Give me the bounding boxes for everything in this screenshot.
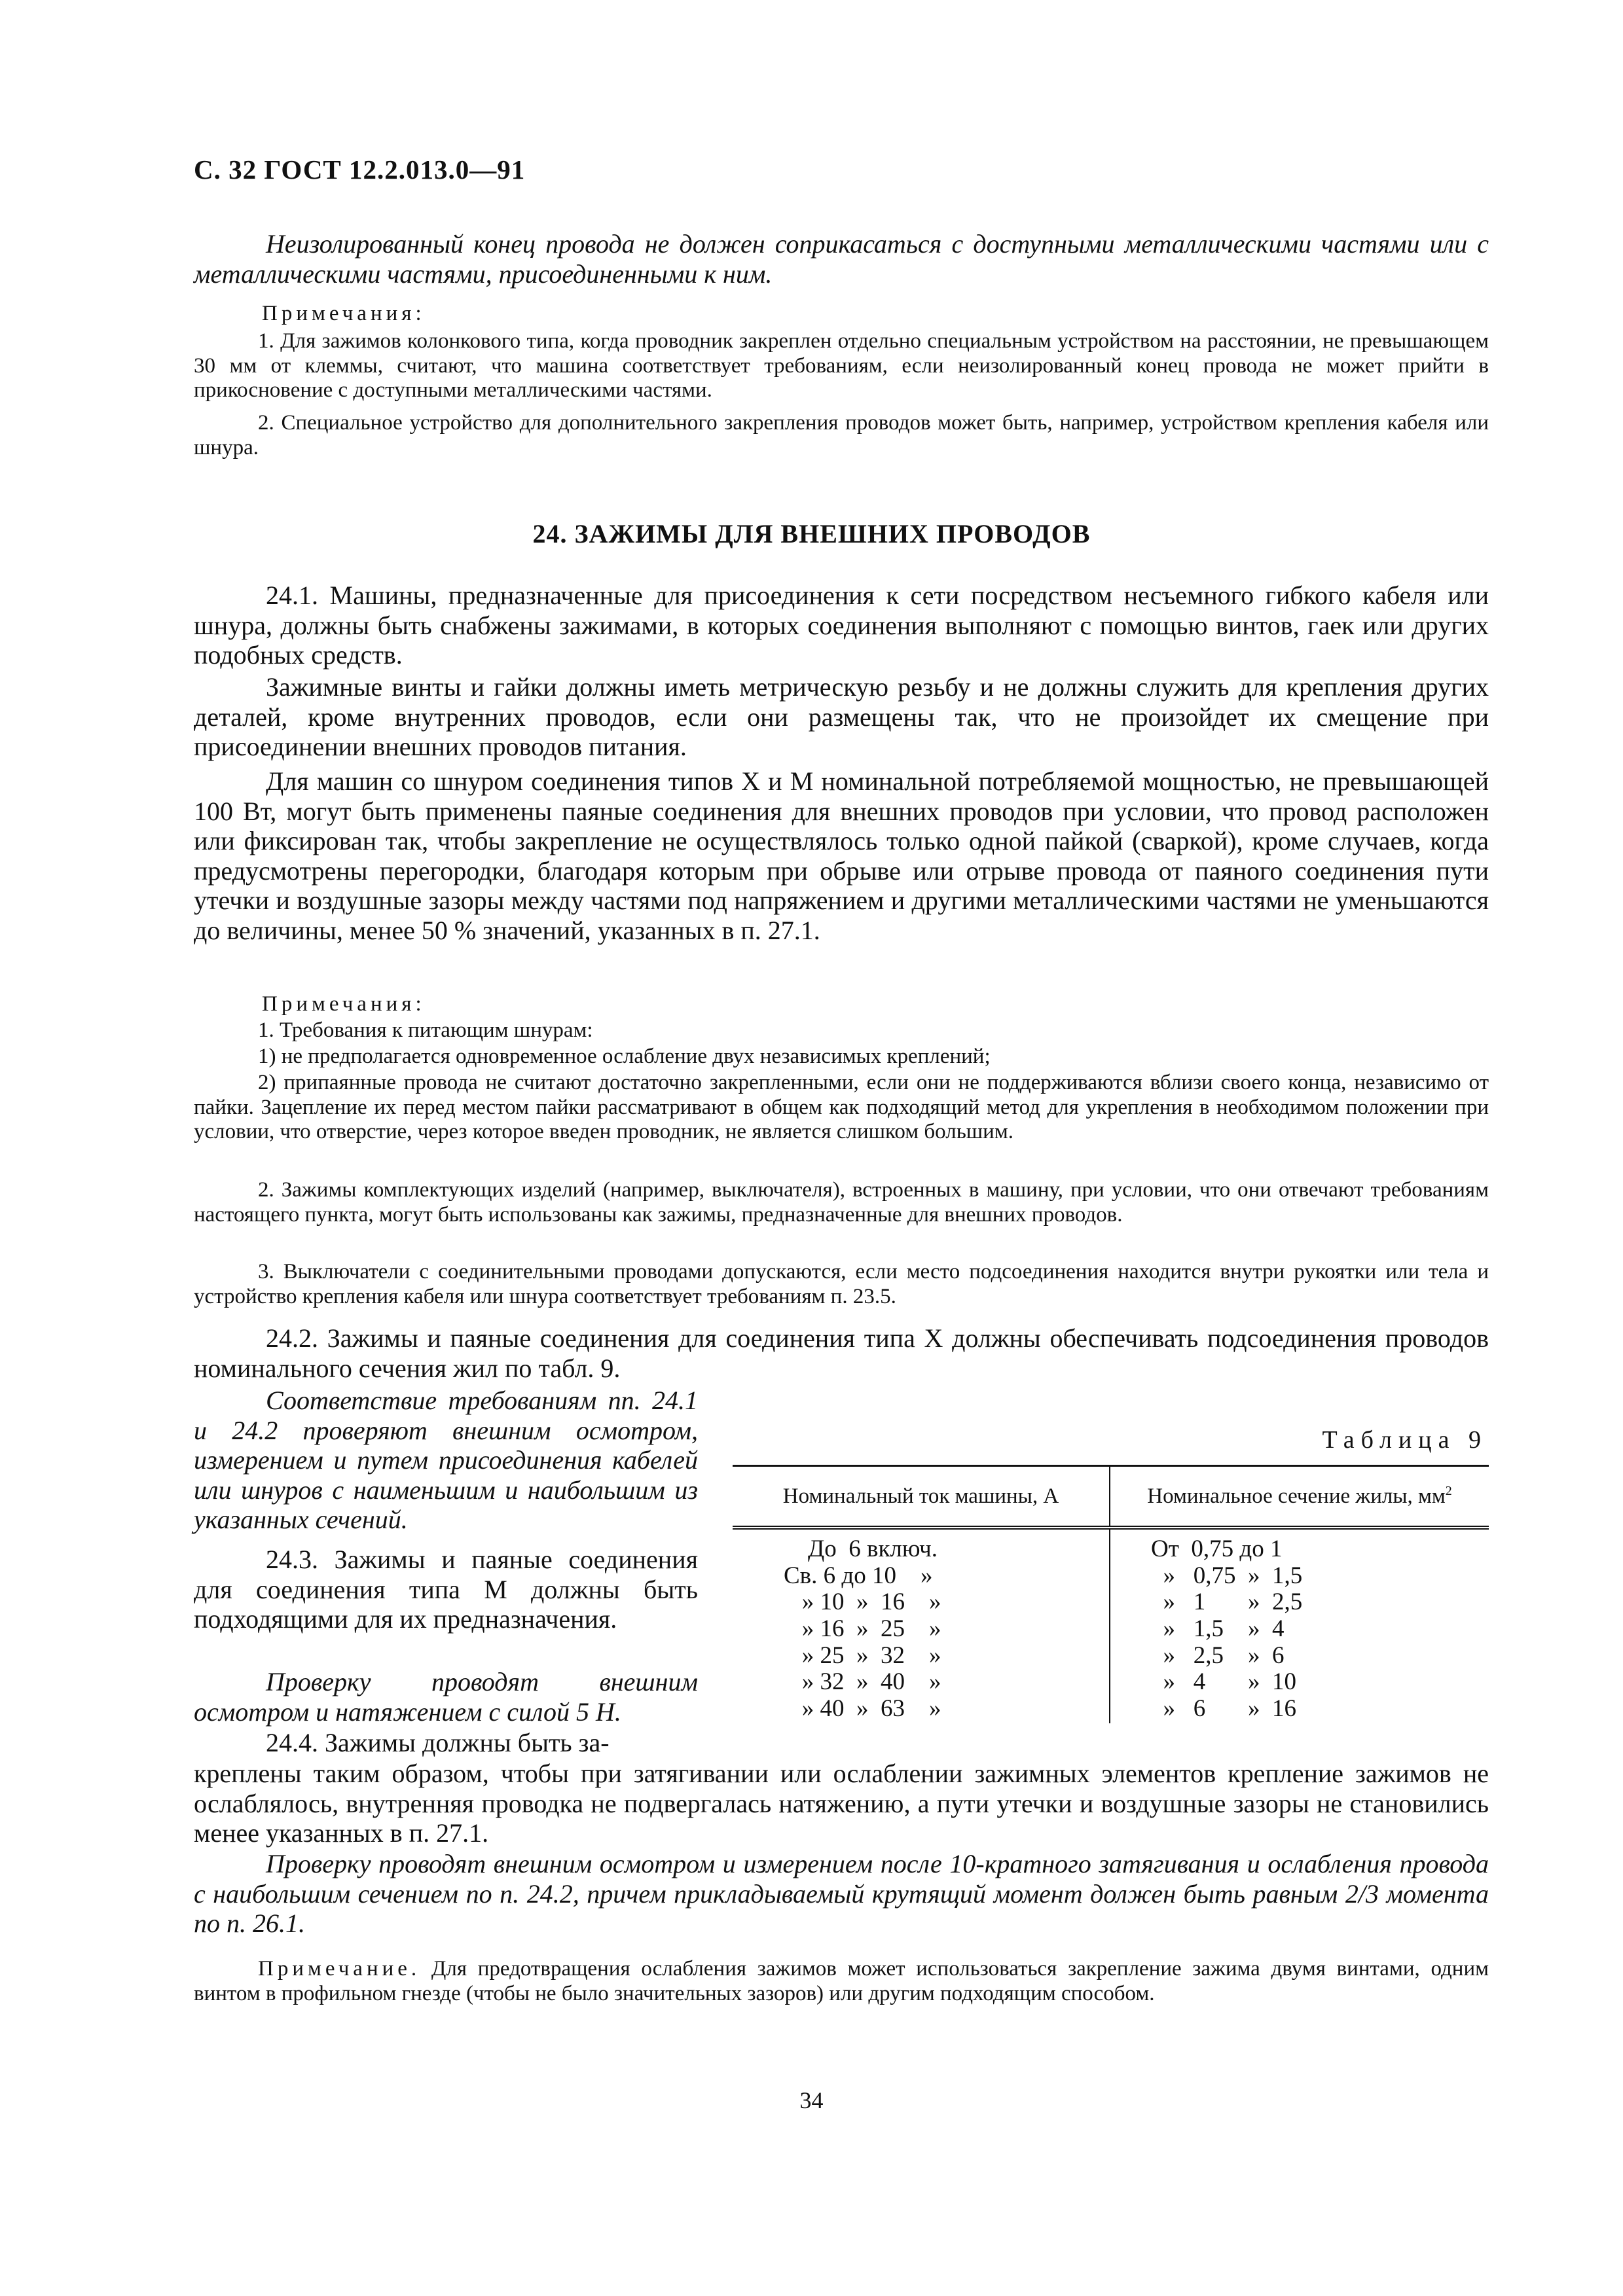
table-cell: » 10 » 16 » — [784, 1588, 941, 1616]
paragraph-24-2-check: Соответствие требованиям пп. 24.1 и 24.2 проверяют внешним осмотром, измерением и путем присоединения кабелей или шнуров с наименьшим и наибольшим из указанных сечений. — [194, 1386, 698, 1535]
table-cell: » 25 » 32 » — [784, 1641, 941, 1669]
table-cell: » 4 » 10 — [1151, 1668, 1296, 1696]
table-cell: От 0,75 до 1 — [1151, 1535, 1283, 1562]
s24-1-note-1-item-1: 1) не предполагается одновременное ослабление двух независимых креплений; — [258, 1045, 991, 1068]
table-cell: » 1,5 » 4 — [1151, 1615, 1285, 1643]
table-cell: » 40 » 63 » — [784, 1695, 941, 1723]
intro-italic-paragraph: Неизолированный конец провода не должен соприкасаться с доступными металлическими частями или с металлическими частями, присоединенными к ним. — [194, 229, 1489, 289]
intro-note-2: 2. Специальное устройство для дополнительного закрепления проводов может быть, например, устройством крепления кабеля или шнура. — [194, 411, 1489, 459]
table-cell: До 6 включ. — [784, 1535, 938, 1562]
note-text: Для предотвращения ослабления зажимов может использоваться закрепление зажима двумя винтами, одним винтом в профильном гнезде (чтобы не было значительных зазоров) или другим подходящим способом. — [194, 1957, 1489, 2005]
note-label: Примечание. — [258, 1957, 421, 1981]
table-cell: » 16 » 25 » — [784, 1615, 941, 1643]
paragraph-24-4-start: 24.4. Зажимы должны быть за- — [266, 1728, 610, 1757]
paragraph-24-4-note — [194, 1957, 1489, 2006]
paragraph-24-3: 24.3. Зажимы и паяные соединения для соединения типа M должны быть подходящими для их предназначения. — [194, 1545, 698, 1634]
table-9-caption: Таблица 9 — [1322, 1426, 1487, 1454]
table-cell: » 6 » 16 — [1151, 1695, 1296, 1723]
paragraph-24-2: 24.2. Зажимы и паяные соединения для соединения типа X должны обеспечивать подсоединения проводов номинального сечения жил по табл. 9. — [194, 1323, 1489, 1383]
table-9-col-1-header: Номинальный ток машины, А — [733, 1466, 1110, 1528]
s24-1-note-3: 3. Выключатели с соединительными проводами допускаются, если место подсоединения находится внутри рукоятки или тела и устройство крепления кабеля или шнура соответствует требованиям п. 23.5. — [194, 1260, 1489, 1308]
page-header: С. 32 ГОСТ 12.2.013.0—91 — [194, 154, 526, 185]
table-cell: » 1 » 2,5 — [1151, 1588, 1303, 1616]
paragraph-24-1-soldered: Для машин со шнуром соединения типов X и M номинальной потребляемой мощностью, не превышающей 100 Вт, могут быть применены паяные соединения для внешних проводов при условии, что провод расположен или фиксирован так, чтобы закрепление не осуществлялось только одной пайкой (сваркой), кроме случаев, когда предусмотрены перегородки, благодаря которым при обрыве или отрыве провода от паяного соединения пути утечки и воздушные зазоры между частями под напряжением и другими металлическими частями не уменьшаются до величины, менее 50 % значений, указанных в п. 27.1. — [194, 766, 1489, 945]
paragraph-24-4: креплены таким образом, чтобы при затягивании или ослаблении зажимных элементов крепление зажимов не ослаблялось, внутренняя проводка не подвергалась натяжению, а пути утечки и воздушные зазоры не становились менее указанных в п. 27.1. — [194, 1759, 1489, 1848]
intro-note-1: 1. Для зажимов колонкового типа, когда проводник закреплен отдельно специальным устройством на расстоянии, не превышающем 30 мм от клеммы, считают, что машина соответствует требованиям, если неизолированный конец провода не может прийти в прикосновение с доступными металлическими частями. — [194, 329, 1489, 403]
table-cell: Св. 6 до 10 » — [784, 1562, 933, 1589]
s24-1-note-2: 2. Зажимы комплектующих изделий (например, выключателя), встроенных в машину, при условии, что они отвечают требованиям настоящего пункта, могут быть использованы как зажимы, предназначенные для внешних проводов. — [194, 1178, 1489, 1227]
paragraph-24-1-threads: Зажимные винты и гайки должны иметь метрическую резьбу и не должны служить для крепления других деталей, кроме внутренних проводов, если они размещены так, что не произойдет их смещение при присоединении внешних проводов питания. — [194, 672, 1489, 762]
table-cell: » 2,5 » 6 — [1151, 1641, 1285, 1669]
table-9 — [733, 1465, 1489, 1723]
s24-1-notes-label: Примечания: — [262, 992, 426, 1016]
section-heading: 24. ЗАЖИМЫ ДЛЯ ВНЕШНИХ ПРОВОДОВ — [532, 519, 1091, 548]
table-row — [733, 1528, 1489, 1723]
paragraph-24-3-check: Проверку проводят внешним осмотром и натяжением с силой 5 Н. — [194, 1667, 698, 1727]
paragraph-24-1: 24.1. Машины, предназначенные для присоединения к сети посредством несъемного гибкого кабеля или шнура, должны быть снабжены зажимами, в которых соединения выполняют с помощью винтов, гаек или других подобных средств. — [194, 581, 1489, 670]
s24-1-note-1-item-2: 2) припаянные провода не считают достаточно закрепленными, если они не поддерживаются вблизи своего конца, независимо от пайки. Зацепление их перед местом пайки рассматривают в общем как подходящий метод для укрепления в необходимом положении при условии, что отверстие, через которое введен проводник, не является слишком большим. — [194, 1071, 1489, 1144]
paragraph-24-4-check: Проверку проводят внешним осмотром и измерением после 10-кратного затягивания и ослабления провода с наибольшим сечением по п. 24.2, причем прикладываемый крутящий момент должен быть равным 2/3 момента по п. 26.1. — [194, 1849, 1489, 1939]
table-cell: » 0,75 » 1,5 — [1151, 1562, 1303, 1589]
s24-1-note-1: 1. Требования к питающим шнурам: — [258, 1018, 593, 1042]
table-cell: » 32 » 40 » — [784, 1668, 941, 1696]
table-9-col-2-header: Номинальное сечение жилы, $мм^2$ — [1110, 1466, 1489, 1528]
page-number: 34 — [799, 2087, 824, 2113]
intro-notes-label: Примечания: — [262, 302, 426, 325]
